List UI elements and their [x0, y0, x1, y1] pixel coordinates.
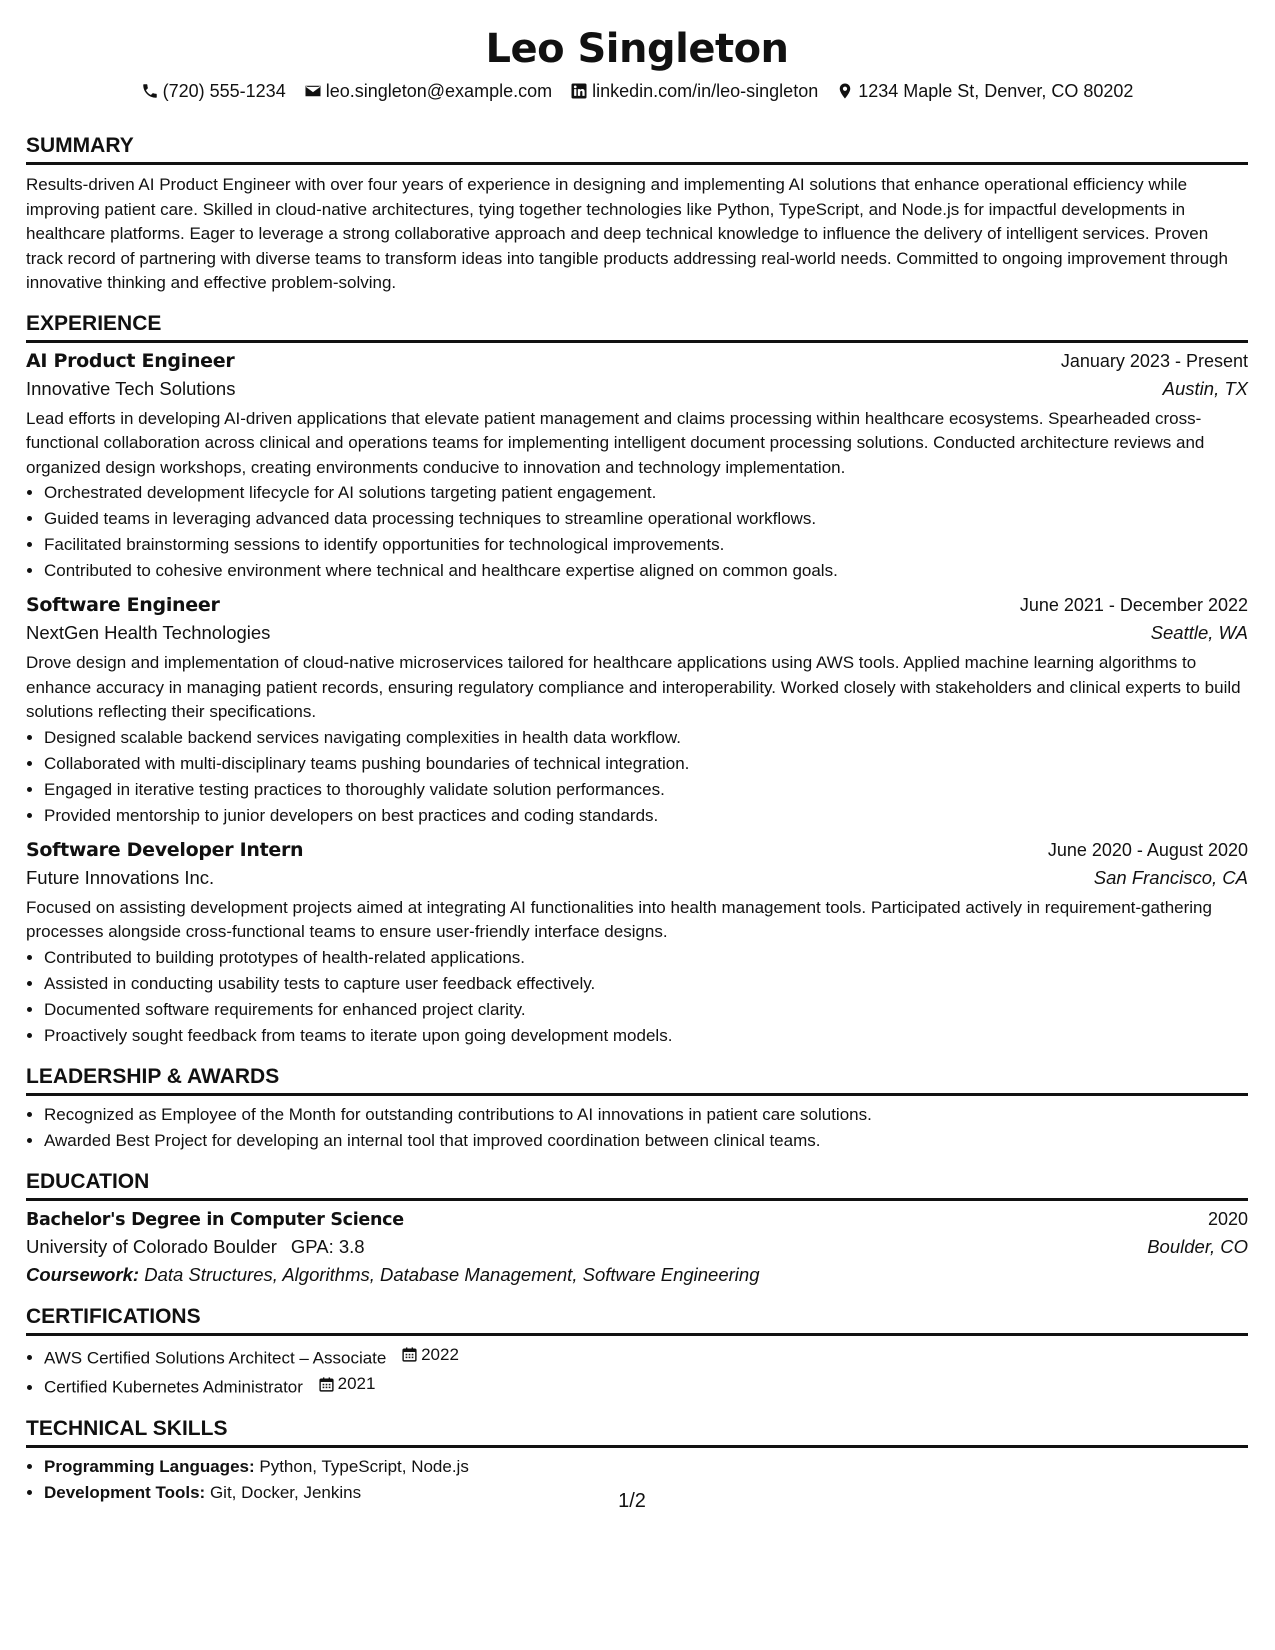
summary-text: Results-driven AI Product Engineer with over four years of experience in designing and implementing AI solutions that enhance operational efficiency while improving patient care. Skilled in cloud-native architectures, tying together technologies like Python, TypeScript, and Node.js for impactful developments in healthcare platforms. Eager to leverage a strong collaborative approach and deep technical knowledge to influence the delivery of intelligent services. Proven track record of partnering with diverse teams to transform ideas into tangible products addressing real-world needs. Committed to ongoing improvement through innovative thinking and effective problem-solving.	[26, 175, 1228, 292]
leadership-section	[26, 1064, 1248, 1154]
school-location: Boulder, CO	[1147, 1235, 1248, 1257]
list-item: • Awarded Best Project for developing an internal tool that improved coordination between clinical teams.	[44, 1128, 1248, 1154]
education-subheader	[26, 1236, 1248, 1258]
job-description: Drove design and implementation of cloud-native microservices tailored for healthcare applications using AWS tools. Applied machine learning algorithms to enhance accuracy in managing patient records, ensuring regulatory compliance and interoperability. Worked closely with stakeholders and clinical experts to build solutions reflecting their specifications.	[26, 653, 1241, 721]
cert-year: 2021	[337, 1374, 376, 1393]
coursework-label: Coursework:	[26, 1263, 140, 1285]
job-dates: June 2020 - August 2020	[1047, 839, 1248, 860]
contact-address	[836, 79, 1133, 103]
contact-bar	[26, 79, 1248, 103]
section-title-skills: TECHNICAL SKILLS	[26, 1416, 1248, 1448]
list-item: • Designed scalable backend services navigating complexities in health data workflow.	[44, 725, 1248, 751]
resume-page	[26, 0, 1248, 1512]
job-subheader	[26, 378, 1248, 400]
cert-year: 2022	[421, 1344, 459, 1364]
education-header	[26, 1209, 1248, 1230]
job-header	[26, 350, 1248, 372]
list-item: • Provided mentorship to junior developers on best practices and coding standards.	[44, 803, 1248, 829]
list-item: • Proactively sought feedback from teams to iterate upon going development models.	[44, 1023, 1248, 1049]
cert-name: Certified Kubernetes Administrator	[44, 1377, 303, 1397]
job-title: Software Developer Intern	[26, 838, 304, 861]
job-title: AI Product Engineer	[26, 349, 235, 372]
list-item: • Engaged in iterative testing practices to thoroughly validate solution performances.	[44, 777, 1248, 803]
gpa: GPA: 3.8	[290, 1235, 365, 1257]
linkedin-icon	[570, 82, 588, 100]
job-header	[26, 839, 1248, 861]
job-bullets	[26, 725, 1248, 829]
list-item: • Orchestrated development lifecycle for AI solutions targeting patient engagement.	[44, 480, 1248, 506]
coursework	[26, 1264, 1248, 1286]
skill-label: Development Tools:	[44, 1482, 206, 1502]
section-title-certifications: CERTIFICATIONS	[26, 1304, 1248, 1336]
phone-icon	[141, 82, 159, 100]
coursework-list: Data Structures, Algorithms, Database Management, Software Engineering	[144, 1263, 760, 1285]
company-name: Future Innovations Inc.	[26, 866, 215, 888]
job-entry	[26, 350, 1248, 585]
linkedin-link[interactable]: linkedin.com/in/leo-singleton	[592, 81, 819, 101]
envelope-icon	[304, 82, 322, 100]
job-description: Lead efforts in developing AI-driven applications that elevate patient management and claims processing within healthcare ecosystems. Spearheaded cross-functional collaboration across clinical and operations teams for implementing intelligent document processing solutions. Conducted architecture reviews and organized design workshops, creating environments conducive to innovation and technology implementation.	[26, 408, 1205, 477]
list-item: • Documented software requirements for enhanced project clarity.	[44, 997, 1248, 1023]
job-bullets	[26, 945, 1248, 1049]
calendar-icon	[401, 1346, 418, 1363]
page-number: 1/2	[618, 1490, 646, 1512]
experience-section	[26, 311, 1248, 1049]
list-item: • Guided teams in leveraging advanced data processing techniques to streamline operational workflows.	[44, 506, 1248, 532]
job-bullets	[26, 480, 1248, 584]
list-item: • Assisted in conducting usability tests to capture user feedback effectively.	[44, 971, 1248, 997]
section-title-leadership: LEADERSHIP & AWARDS	[26, 1064, 1248, 1096]
map-pin-icon	[836, 82, 854, 100]
candidate-name: Leo Singleton	[485, 26, 789, 72]
certifications-list	[26, 1342, 1248, 1401]
job-subheader	[26, 867, 1248, 889]
company-name: Innovative Tech Solutions	[26, 377, 236, 399]
list-item	[44, 1342, 1248, 1372]
job-entry	[26, 594, 1248, 829]
section-title-education: EDUCATION	[26, 1169, 1248, 1201]
job-subheader	[26, 622, 1248, 644]
cert-date	[401, 1342, 459, 1368]
education-section	[26, 1169, 1248, 1286]
contact-phone	[141, 79, 286, 103]
certifications-section	[26, 1304, 1248, 1401]
section-title-summary: SUMMARY	[26, 133, 1248, 165]
address-text: 1234 Maple St, Denver, CO 80202	[858, 81, 1134, 101]
skill-label: Programming Languages:	[44, 1456, 255, 1476]
list-item: • Contributed to cohesive environment where technical and healthcare expertise aligned on common goals.	[44, 558, 1248, 584]
list-item	[44, 1454, 1248, 1480]
job-location: San Francisco, CA	[1093, 866, 1248, 888]
job-entry	[26, 839, 1248, 1049]
list-item	[44, 1371, 1248, 1401]
list-item: • Contributed to building prototypes of health-related applications.	[44, 945, 1248, 971]
contact-linkedin[interactable]	[570, 79, 818, 103]
job-dates: January 2023 - Present	[1060, 350, 1248, 371]
cert-date	[318, 1371, 376, 1397]
graduation-year: 2020	[1207, 1208, 1248, 1229]
phone-text: (720) 555-1234	[162, 81, 286, 101]
job-title: Software Engineer	[26, 594, 220, 616]
skill-value: Git, Docker, Jenkins	[209, 1482, 362, 1502]
email-link[interactable]: leo.singleton@example.com	[325, 81, 553, 101]
leadership-list	[26, 1102, 1248, 1154]
calendar-icon	[318, 1376, 335, 1393]
company-name: NextGen Health Technologies	[26, 622, 271, 643]
cert-name: AWS Certified Solutions Architect – Associate	[44, 1348, 387, 1367]
job-location: Austin, TX	[1162, 377, 1248, 399]
degree-name: Bachelor's Degree in Computer Science	[26, 1209, 404, 1230]
list-item: • Facilitated brainstorming sessions to identify opportunities for technological improvements.	[44, 532, 1248, 558]
summary-section	[26, 133, 1248, 296]
school-name: University of Colorado Boulder	[26, 1235, 277, 1257]
school-info	[26, 1236, 365, 1258]
job-dates: June 2021 - December 2022	[1019, 595, 1248, 615]
list-item: • Recognized as Employee of the Month for outstanding contributions to AI innovations in patient care solutions.	[44, 1102, 1248, 1128]
contact-email[interactable]	[304, 79, 552, 103]
section-title-experience: EXPERIENCE	[26, 311, 1248, 343]
job-description: Focused on assisting development projects aimed at integrating AI functionalities into health management tools. Participated actively in requirement-gathering processes alongside cross-functional teams to ensure user-friendly interface designs.	[26, 897, 1212, 941]
skill-value: Python, TypeScript, Node.js	[259, 1456, 469, 1476]
list-item: • Collaborated with multi-disciplinary teams pushing boundaries of technical integration.	[44, 751, 1248, 777]
job-header	[26, 594, 1248, 616]
job-location: Seattle, WA	[1150, 622, 1248, 643]
